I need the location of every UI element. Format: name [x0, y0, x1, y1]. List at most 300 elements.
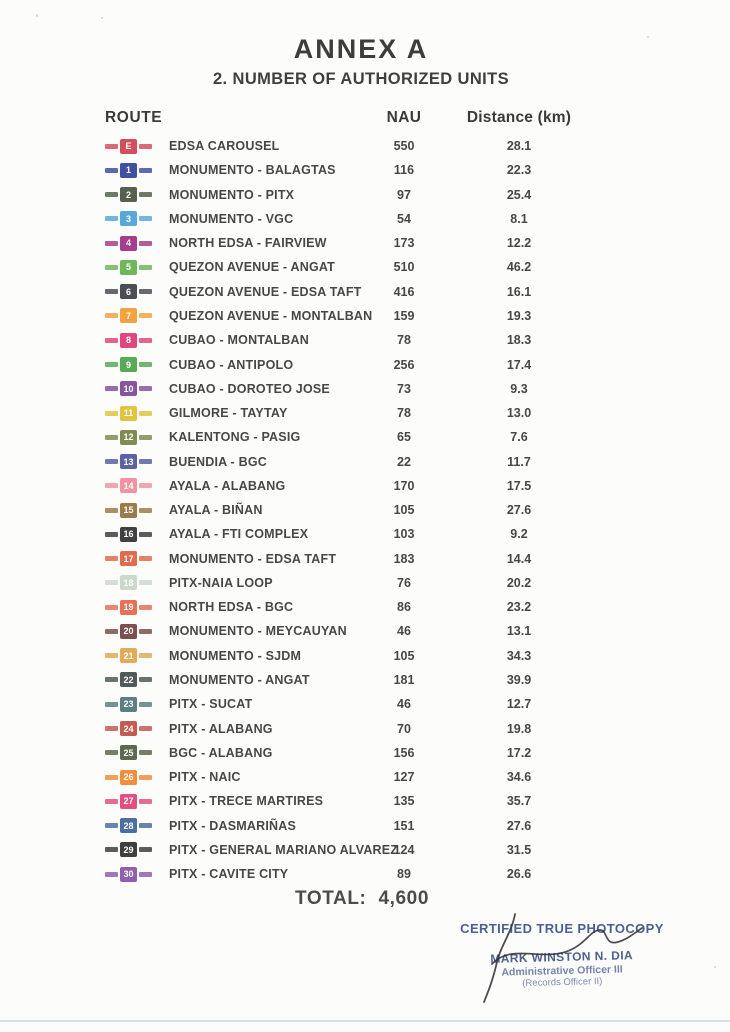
- table-row: [105, 158, 595, 182]
- route-badge: [105, 527, 152, 542]
- route-line-dash-left: [105, 216, 118, 221]
- route-name: NORTH EDSA - FAIRVIEW: [169, 236, 327, 251]
- table-row: [105, 716, 595, 740]
- route-badge-cell: [105, 842, 169, 857]
- route-nau: 89: [397, 867, 411, 882]
- route-nau: 256: [393, 357, 415, 372]
- scan-speck: [101, 17, 103, 19]
- route-distance: 9.2: [510, 527, 528, 542]
- route-badge-cell: [105, 575, 169, 590]
- route-badge-number: 24: [120, 721, 137, 736]
- route-name: AYALA - FTI COMPLEX: [169, 527, 309, 542]
- route-line-dash-right: [139, 847, 152, 852]
- total-value: 4,600: [378, 888, 430, 909]
- route-badge-number: 6: [120, 284, 137, 299]
- route-nau: 46: [397, 624, 411, 639]
- route-badge: [105, 503, 152, 518]
- route-distance: 13.1: [506, 624, 532, 639]
- route-nau: 22: [397, 454, 411, 469]
- route-name: QUEZON AVENUE - MONTALBAN: [169, 308, 373, 323]
- route-line-dash-left: [105, 192, 118, 197]
- route-nau: 135: [393, 794, 415, 809]
- table-row: [105, 231, 595, 255]
- route-line-dash-right: [139, 508, 152, 513]
- table-row: [105, 255, 595, 279]
- route-badge: [105, 187, 152, 202]
- route-distance: 27.6: [506, 503, 532, 518]
- route-line-dash-right: [139, 556, 152, 561]
- route-nau: 105: [393, 503, 415, 518]
- route-badge-number: 17: [120, 551, 137, 566]
- scan-speck: [647, 36, 649, 38]
- route-name: BUENDIA - BGC: [169, 454, 267, 469]
- route-badge: [105, 648, 152, 663]
- route-badge-cell: [105, 211, 169, 226]
- scan-edge-line: [0, 1020, 730, 1022]
- route-badge-cell: [105, 794, 169, 809]
- table-row: [105, 498, 595, 522]
- route-line-dash-left: [105, 386, 118, 391]
- route-badge: [105, 721, 152, 736]
- route-nau: 116: [393, 163, 415, 178]
- route-badge-number: 21: [120, 648, 137, 663]
- route-line-dash-right: [139, 265, 152, 270]
- route-badge-number: 5: [120, 260, 137, 275]
- table-row: [105, 789, 595, 813]
- route-nau: 170: [393, 478, 415, 493]
- route-name: MONUMENTO - ANGAT: [169, 672, 310, 687]
- header-distance: Distance (km): [466, 109, 572, 126]
- route-badge: [105, 745, 152, 760]
- route-line-dash-right: [139, 435, 152, 440]
- route-distance: 12.7: [506, 697, 532, 712]
- total-label: TOTAL:: [294, 888, 367, 909]
- route-distance: 19.3: [506, 308, 532, 323]
- route-name: EDSA CAROUSEL: [169, 139, 280, 154]
- route-badge: [105, 624, 152, 639]
- route-badge-number: 28: [120, 818, 137, 833]
- certification-stamp: [452, 921, 672, 988]
- route-badge-number: 29: [120, 842, 137, 857]
- table-row: [105, 813, 595, 837]
- route-badge: [105, 357, 152, 372]
- route-badge-cell: [105, 357, 169, 372]
- route-name: MONUMENTO - PITX: [169, 187, 295, 202]
- route-distance: 34.3: [506, 648, 532, 663]
- table-row: [105, 377, 595, 401]
- route-badge-cell: [105, 697, 169, 712]
- table-row: [105, 619, 595, 643]
- route-badge-number: 22: [120, 672, 137, 687]
- route-line-dash-right: [139, 799, 152, 804]
- route-line-dash-right: [139, 872, 152, 877]
- route-line-dash-left: [105, 168, 118, 173]
- route-badge: [105, 770, 152, 785]
- route-badge: [105, 818, 152, 833]
- route-badge-cell: [105, 260, 169, 275]
- route-distance: 22.3: [506, 163, 532, 178]
- route-line-dash-left: [105, 750, 118, 755]
- route-name: NORTH EDSA - BGC: [169, 600, 294, 615]
- route-line-dash-right: [139, 459, 152, 464]
- document-title: ANNEX A: [293, 34, 429, 64]
- route-nau: 181: [393, 672, 415, 687]
- table-row: [105, 838, 595, 862]
- route-badge-number: 9: [120, 357, 137, 372]
- route-distance: 39.9: [506, 672, 532, 687]
- route-badge-number: 16: [120, 527, 137, 542]
- route-badge-cell: [105, 430, 169, 445]
- table-row: [105, 741, 595, 765]
- table-row: [105, 474, 595, 498]
- route-name: PITX - TRECE MARTIRES: [169, 794, 324, 809]
- route-badge-number: 18: [120, 575, 137, 590]
- route-nau: 86: [397, 600, 411, 615]
- route-name: PITX - DASMARIÑAS: [169, 818, 297, 833]
- route-name: MONUMENTO - MEYCAUYAN: [169, 624, 347, 639]
- route-distance: 14.4: [506, 551, 532, 566]
- route-distance: 26.6: [506, 867, 532, 882]
- route-line-dash-left: [105, 702, 118, 707]
- route-line-dash-left: [105, 265, 118, 270]
- route-line-dash-left: [105, 556, 118, 561]
- route-badge: [105, 284, 152, 299]
- route-badge: [105, 867, 152, 882]
- route-line-dash-right: [139, 726, 152, 731]
- route-line-dash-left: [105, 411, 118, 416]
- route-name: PITX - SUCAT: [169, 697, 253, 712]
- table-row: [105, 522, 595, 546]
- route-badge: [105, 697, 152, 712]
- route-badge-cell: [105, 454, 169, 469]
- table-row: [105, 183, 595, 207]
- route-name: BGC - ALABANG: [169, 745, 273, 760]
- route-badge-number: 12: [120, 430, 137, 445]
- table-row: [105, 134, 595, 158]
- table-header: [105, 109, 595, 127]
- route-name: PITX-NAIA LOOP: [169, 575, 273, 590]
- route-badge-cell: [105, 770, 169, 785]
- header-nau: NAU: [386, 109, 422, 126]
- route-nau: 173: [393, 236, 415, 251]
- route-line-dash-left: [105, 241, 118, 246]
- table-row: [105, 644, 595, 668]
- route-badge-number: 2: [120, 187, 137, 202]
- route-line-dash-right: [139, 289, 152, 294]
- route-distance: 25.4: [506, 187, 532, 202]
- route-line-dash-right: [139, 483, 152, 488]
- table-row: [105, 765, 595, 789]
- table-row: [105, 352, 595, 376]
- route-badge-cell: [105, 867, 169, 882]
- stamp-signatory-subtitle: (Records Officer II): [522, 975, 603, 990]
- route-name: KALENTONG - PASIG: [169, 430, 301, 445]
- route-line-dash-right: [139, 168, 152, 173]
- route-badge-cell: [105, 333, 169, 348]
- stamp-signatory-name: MARK WINSTON N. DIA: [490, 948, 634, 966]
- route-line-dash-left: [105, 338, 118, 343]
- route-badge: [105, 575, 152, 590]
- route-badge-number: 15: [120, 503, 137, 518]
- route-nau: 54: [397, 211, 411, 226]
- route-badge: [105, 333, 152, 348]
- route-badge: [105, 236, 152, 251]
- route-line-dash-left: [105, 847, 118, 852]
- route-nau: 76: [397, 575, 411, 590]
- route-nau: 105: [393, 648, 415, 663]
- route-badge-cell: [105, 503, 169, 518]
- route-line-dash-left: [105, 289, 118, 294]
- route-badge: [105, 600, 152, 615]
- route-line-dash-left: [105, 872, 118, 877]
- route-badge-cell: [105, 527, 169, 542]
- table-row: [105, 425, 595, 449]
- route-distance: 31.5: [506, 842, 532, 857]
- route-nau: 97: [397, 187, 411, 202]
- route-line-dash-left: [105, 580, 118, 585]
- route-badge: [105, 672, 152, 687]
- route-line-dash-left: [105, 532, 118, 537]
- route-name: MONUMENTO - EDSA TAFT: [169, 551, 337, 566]
- route-badge-cell: [105, 478, 169, 493]
- table-row: [105, 668, 595, 692]
- route-line-dash-right: [139, 605, 152, 610]
- route-nau: 510: [393, 260, 415, 275]
- route-distance: 12.2: [506, 236, 532, 251]
- route-nau: 124: [393, 842, 415, 857]
- table-row: [105, 862, 595, 886]
- route-distance: 20.2: [506, 575, 532, 590]
- route-line-dash-right: [139, 750, 152, 755]
- route-badge-cell: [105, 406, 169, 421]
- route-badge-number: 27: [120, 794, 137, 809]
- route-name: PITX - ALABANG: [169, 721, 273, 736]
- route-badge: [105, 406, 152, 421]
- route-line-dash-right: [139, 702, 152, 707]
- stamp-heading: CERTIFIED TRUE PHOTOCOPY: [460, 921, 664, 936]
- route-line-dash-left: [105, 799, 118, 804]
- route-line-dash-right: [139, 192, 152, 197]
- route-nau: 159: [393, 308, 415, 323]
- route-distance: 11.7: [507, 454, 531, 469]
- route-badge-number: 4: [120, 236, 137, 251]
- route-name: AYALA - ALABANG: [169, 478, 286, 493]
- route-nau: 550: [393, 139, 415, 154]
- route-badge-number: 20: [120, 624, 137, 639]
- route-badge-cell: [105, 308, 169, 323]
- route-distance: 9.3: [510, 381, 528, 396]
- route-distance: 35.7: [506, 794, 532, 809]
- table-row: [105, 304, 595, 328]
- route-badge: [105, 454, 152, 469]
- route-line-dash-right: [139, 629, 152, 634]
- stamp-signatory-title: Administrative Officer III: [501, 963, 623, 979]
- table-row: [105, 449, 595, 473]
- route-nau: 183: [393, 551, 415, 566]
- route-name: QUEZON AVENUE - EDSA TAFT: [169, 284, 362, 299]
- route-nau: 416: [393, 284, 415, 299]
- route-distance: 13.0: [506, 406, 532, 421]
- route-distance: 28.1: [506, 139, 532, 154]
- route-badge-cell: [105, 721, 169, 736]
- route-line-dash-right: [139, 823, 152, 828]
- route-line-dash-right: [139, 411, 152, 416]
- route-badge-number: 30: [120, 867, 137, 882]
- route-line-dash-left: [105, 605, 118, 610]
- route-name: MONUMENTO - SJDM: [169, 648, 302, 663]
- route-distance: 27.6: [506, 818, 532, 833]
- table-row: [105, 595, 595, 619]
- route-nau: 103: [393, 527, 415, 542]
- route-badge-cell: [105, 745, 169, 760]
- route-badge-number: 25: [120, 745, 137, 760]
- route-line-dash-left: [105, 144, 118, 149]
- route-name: CUBAO - ANTIPOLO: [169, 357, 294, 372]
- route-distance: 16.1: [506, 284, 532, 299]
- route-line-dash-right: [139, 677, 152, 682]
- route-badge-number: 10: [120, 381, 137, 396]
- route-line-dash-left: [105, 629, 118, 634]
- table-row: [105, 328, 595, 352]
- route-name: CUBAO - DOROTEO JOSE: [169, 381, 330, 396]
- route-badge-cell: [105, 284, 169, 299]
- route-badge-cell: [105, 163, 169, 178]
- route-line-dash-left: [105, 823, 118, 828]
- route-line-dash-left: [105, 435, 118, 440]
- route-badge-number: E: [120, 139, 137, 154]
- route-table-body: [105, 134, 595, 886]
- route-badge-number: 19: [120, 600, 137, 615]
- route-badge: [105, 430, 152, 445]
- route-distance: 19.8: [506, 721, 532, 736]
- route-badge-cell: [105, 648, 169, 663]
- route-line-dash-right: [139, 532, 152, 537]
- route-badge-number: 11: [120, 406, 137, 421]
- route-badge-number: 3: [120, 211, 137, 226]
- route-distance: 17.4: [506, 357, 532, 372]
- route-nau: 78: [397, 333, 411, 348]
- route-nau: 78: [397, 406, 411, 421]
- route-line-dash-left: [105, 313, 118, 318]
- route-badge: [105, 163, 152, 178]
- table-row: [105, 547, 595, 571]
- route-nau: 127: [393, 770, 415, 785]
- route-line-dash-right: [139, 338, 152, 343]
- route-line-dash-left: [105, 483, 118, 488]
- table-row: [105, 692, 595, 716]
- route-badge-number: 13: [120, 454, 137, 469]
- route-name: MONUMENTO - BALAGTAS: [169, 163, 336, 178]
- route-line-dash-right: [139, 313, 152, 318]
- route-distance: 34.6: [506, 770, 532, 785]
- route-badge-cell: [105, 139, 169, 154]
- route-line-dash-left: [105, 726, 118, 731]
- route-badge: [105, 211, 152, 226]
- route-badge: [105, 794, 152, 809]
- scan-speck: [714, 966, 716, 968]
- route-nau: 65: [397, 430, 411, 445]
- route-badge-number: 1: [120, 163, 137, 178]
- route-badge-cell: [105, 236, 169, 251]
- route-name: GILMORE - TAYTAY: [169, 406, 288, 421]
- route-badge-number: 7: [120, 308, 137, 323]
- total-row: [0, 888, 724, 910]
- route-line-dash-left: [105, 775, 118, 780]
- scan-speck: [36, 14, 38, 17]
- route-distance: 46.2: [506, 260, 532, 275]
- route-name: PITX - GENERAL MARIANO ALVAREZ: [169, 842, 399, 857]
- route-badge: [105, 551, 152, 566]
- table-row: [105, 207, 595, 231]
- route-badge: [105, 381, 152, 396]
- route-line-dash-right: [139, 241, 152, 246]
- route-line-dash-right: [139, 216, 152, 221]
- route-line-dash-left: [105, 653, 118, 658]
- route-line-dash-left: [105, 677, 118, 682]
- route-line-dash-left: [105, 362, 118, 367]
- route-distance: 8.1: [510, 211, 528, 226]
- route-badge-cell: [105, 551, 169, 566]
- table-row: [105, 401, 595, 425]
- route-line-dash-right: [139, 580, 152, 585]
- route-name: CUBAO - MONTALBAN: [169, 333, 309, 348]
- route-nau: 70: [397, 721, 411, 736]
- route-badge: [105, 842, 152, 857]
- route-badge-number: 26: [120, 770, 137, 785]
- route-badge: [105, 478, 152, 493]
- route-name: MONUMENTO - VGC: [169, 211, 294, 226]
- route-distance: 18.3: [506, 333, 532, 348]
- route-line-dash-right: [139, 775, 152, 780]
- route-badge-number: 14: [120, 478, 137, 493]
- route-badge-cell: [105, 818, 169, 833]
- route-line-dash-right: [139, 386, 152, 391]
- route-distance: 23.2: [506, 600, 532, 615]
- route-badge-cell: [105, 624, 169, 639]
- route-nau: 151: [393, 818, 415, 833]
- table-row: [105, 280, 595, 304]
- document-subtitle: 2. NUMBER OF AUTHORIZED UNITS: [212, 70, 510, 88]
- route-badge: [105, 308, 152, 323]
- route-distance: 7.6: [510, 430, 528, 445]
- route-nau: 156: [393, 745, 415, 760]
- route-badge: [105, 139, 152, 154]
- header-route: ROUTE: [105, 109, 163, 126]
- route-nau: 73: [397, 381, 411, 396]
- route-distance: 17.5: [506, 478, 532, 493]
- route-name: PITX - NAIC: [169, 770, 241, 785]
- route-line-dash-left: [105, 459, 118, 464]
- route-nau: 46: [397, 697, 411, 712]
- route-badge-number: 8: [120, 333, 137, 348]
- route-badge: [105, 260, 152, 275]
- route-line-dash-left: [105, 508, 118, 513]
- route-line-dash-right: [139, 362, 152, 367]
- route-badge-cell: [105, 672, 169, 687]
- route-badge-cell: [105, 187, 169, 202]
- route-badge-number: 23: [120, 697, 137, 712]
- route-line-dash-right: [139, 144, 152, 149]
- route-badge-cell: [105, 381, 169, 396]
- table-row: [105, 571, 595, 595]
- route-name: PITX - CAVITE CITY: [169, 867, 289, 882]
- route-line-dash-right: [139, 653, 152, 658]
- route-badge-cell: [105, 600, 169, 615]
- route-distance: 17.2: [506, 745, 532, 760]
- route-name: AYALA - BIÑAN: [169, 503, 263, 518]
- stamp-signatory-block: [452, 947, 673, 991]
- route-name: QUEZON AVENUE - ANGAT: [169, 260, 336, 275]
